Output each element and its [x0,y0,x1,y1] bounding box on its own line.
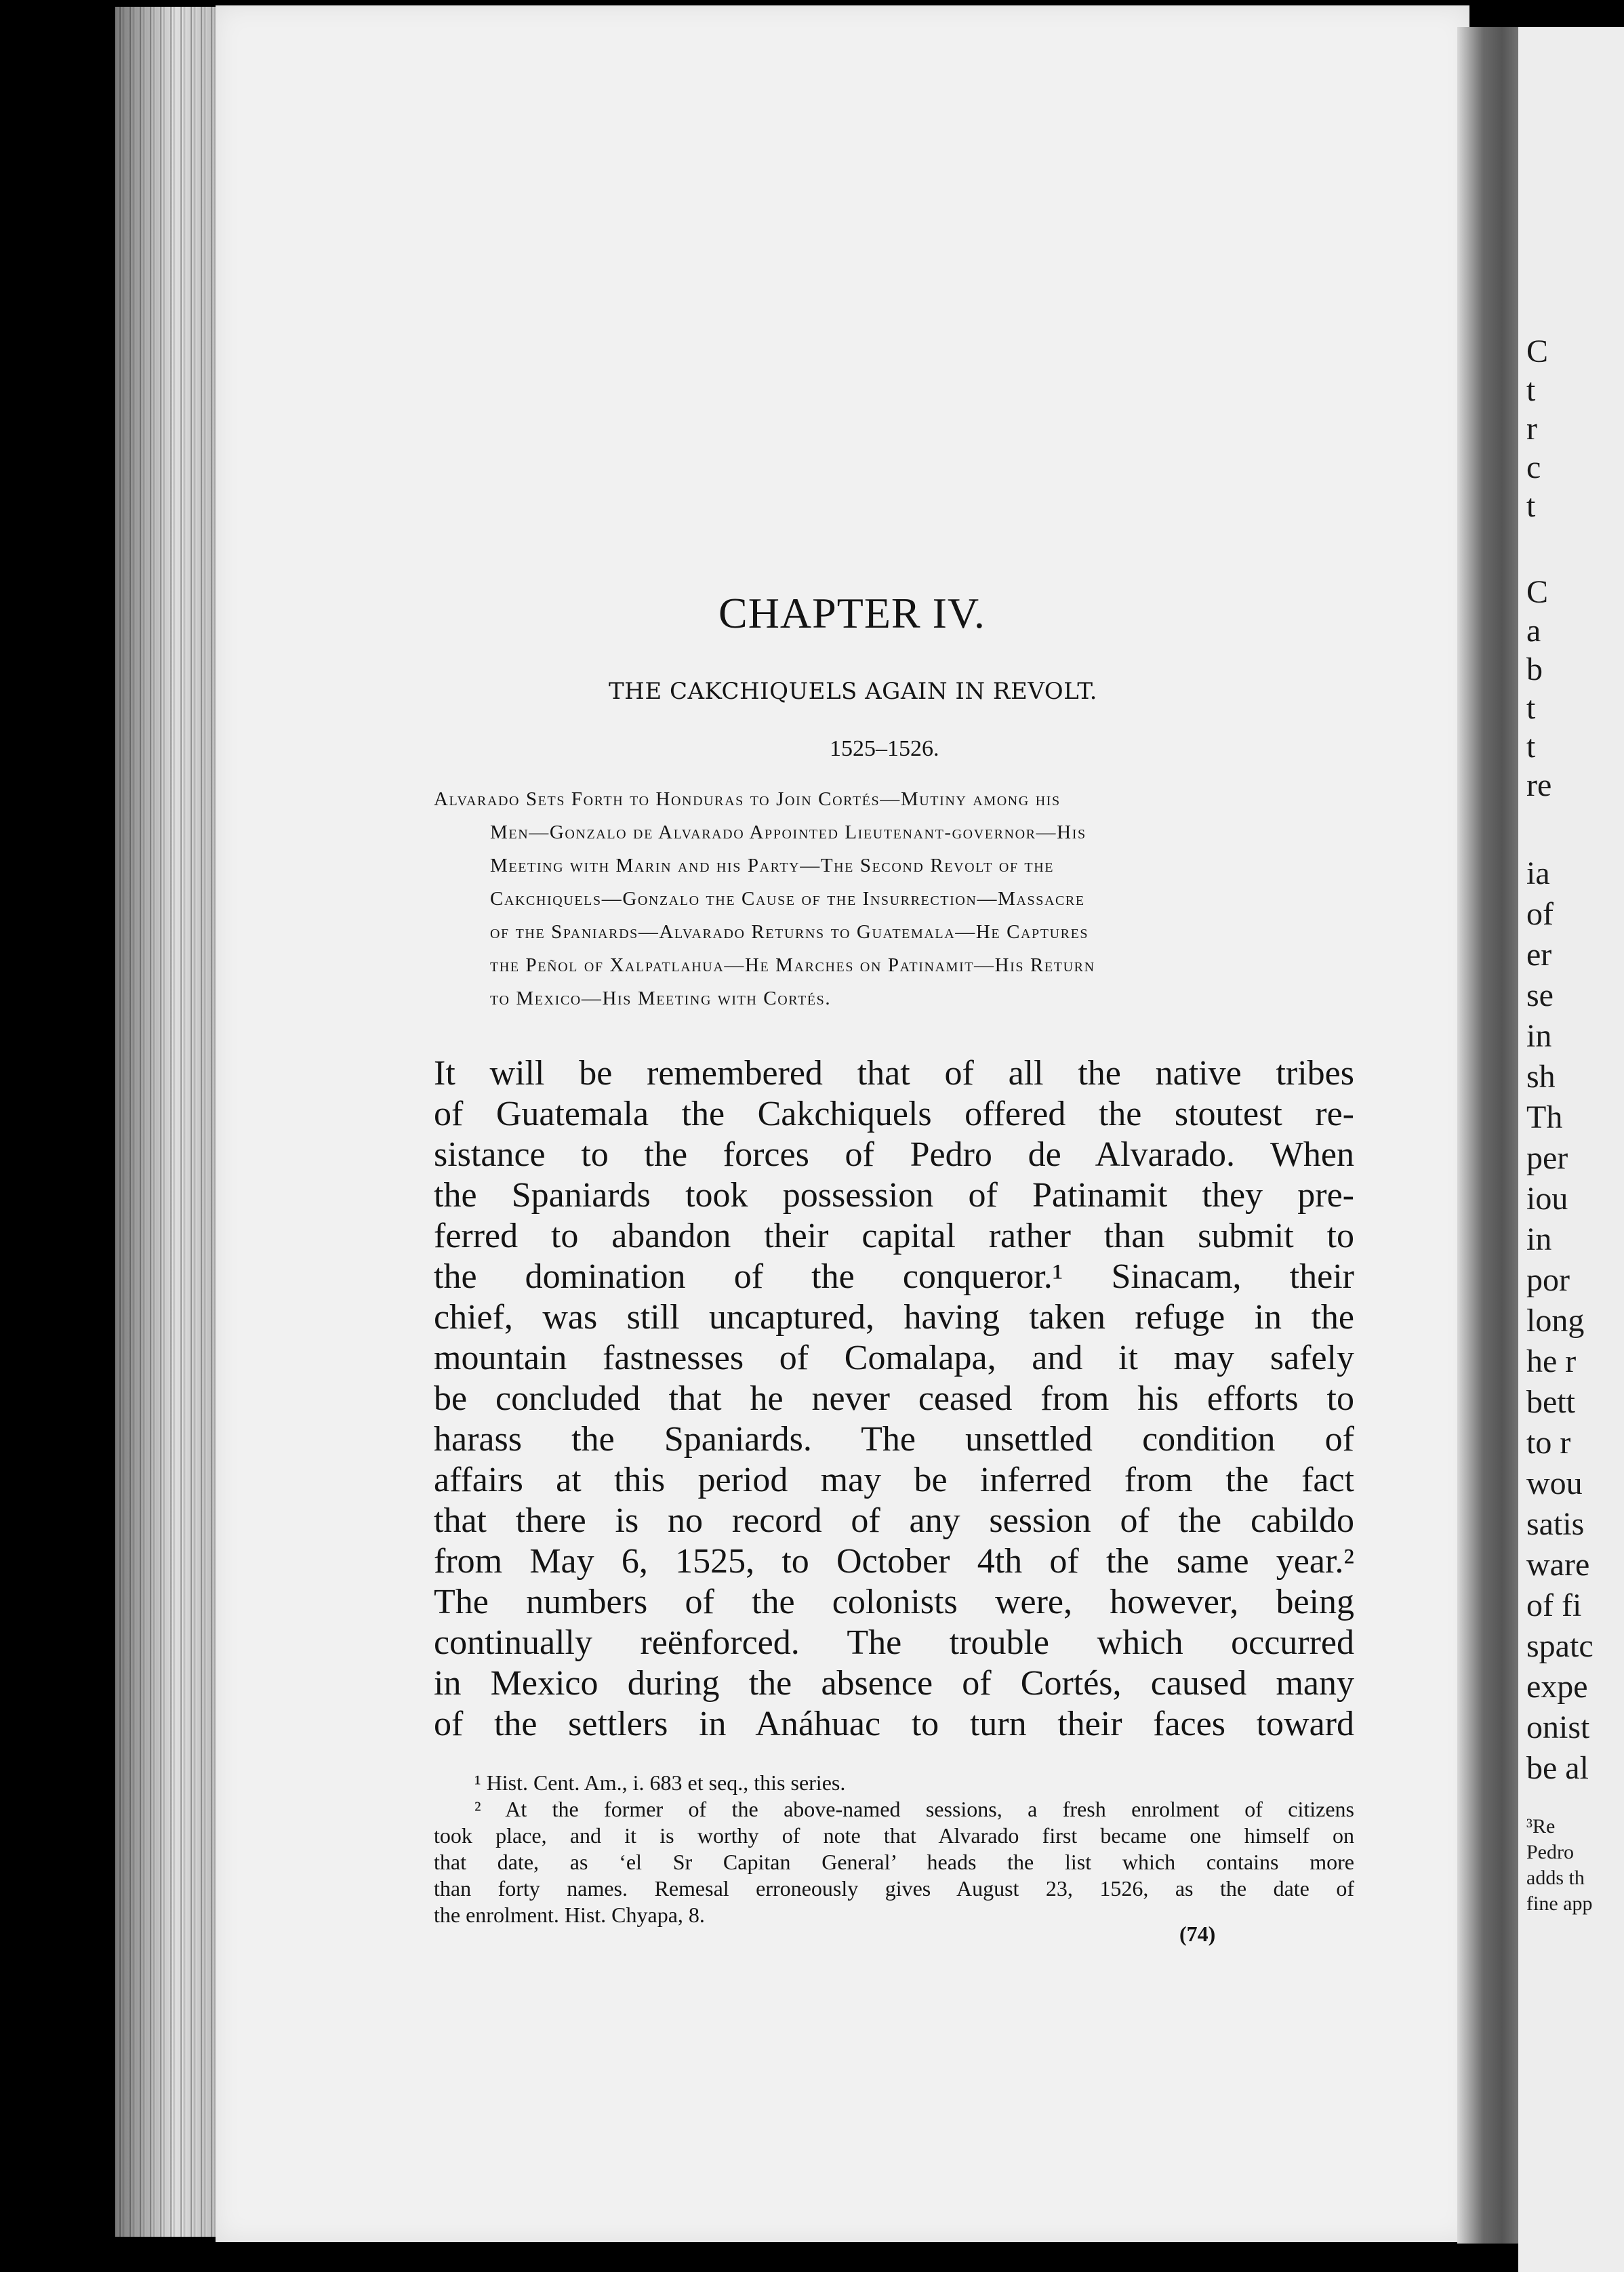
footnote-line: took place, and it is worthy of note that Alvarado first became one himself on [434,1823,1354,1848]
summary-line: of the Spaniards—Alvarado Returns to Guatemala—He Captures [490,921,1089,943]
body-line: It will be remembered that of all the native tribes [434,1054,1354,1093]
body-line: the Spaniards took possession of Patinamit they pre- [434,1176,1354,1215]
facing-fragment: wou [1526,1465,1583,1501]
facing-fragment: of fi [1526,1587,1582,1623]
facing-fragment: t [1526,729,1536,765]
body-line: mountain fastnesses of Comalapa, and it may safely [434,1339,1354,1377]
body-line: that there is no record of any session of the cabildo [434,1501,1354,1540]
facing-fragment: per [1526,1140,1568,1176]
footnote-line: the enrolment. Hist. Chyapa, 8. [434,1903,705,1927]
facing-fragment: ware [1526,1547,1590,1583]
body-line: ferred to abandon their capital rather than submit to [434,1217,1354,1255]
facing-fragment: expe [1526,1669,1588,1705]
summary-line: Men—Gonzalo de Alvarado Appointed Lieutenant-governor—His [490,821,1087,843]
page-number: (74) [1179,1922,1216,1946]
body-line: from May 6, 1525, to October 4th of the same year.² [434,1542,1354,1581]
facing-fragment: c [1526,449,1541,485]
facing-fragment: t [1526,372,1536,408]
footnote-line: ² At the former of the above-named sessions, a fresh enrolment of citizens [474,1797,1354,1821]
facing-footnote-fragment: adds th [1526,1867,1585,1889]
body-line: sistance to the forces of Pedro de Alvarado. When [434,1135,1354,1174]
facing-fragment: r [1526,411,1537,447]
body-line: of the settlers in Anáhuac to turn their faces toward [434,1705,1354,1743]
footnote-line: ¹ Hist. Cent. Am., i. 683 et seq., this series. [474,1770,846,1795]
facing-footnote-fragment: Pedro [1526,1841,1574,1863]
facing-fragment: ia [1526,855,1550,891]
facing-fragment: C [1526,574,1549,610]
body-line: chief, was still uncaptured, having taken refuge in the [434,1298,1354,1337]
facing-fragment: t [1526,488,1536,524]
facing-fragment: in [1526,1018,1552,1054]
facing-fragment: iou [1526,1181,1568,1217]
summary-line: Meeting with Marin and his Party—The Second Revolt of the [490,855,1055,876]
summary-line: Alvarado Sets Forth to Honduras to Join Cortés—Mutiny among his [434,788,1061,810]
facing-fragment: long [1526,1303,1585,1339]
facing-fragment: t [1526,690,1536,726]
facing-fragment: por [1526,1262,1570,1298]
facing-footnote-fragment: fine app [1526,1892,1593,1915]
facing-fragment: sh [1526,1059,1556,1095]
footnote-line: that date, as ‘el Sr Capitan General’ heads the list which contains more [434,1850,1354,1874]
chapter-subtitle: THE CAKCHIQUELS AGAIN IN REVOLT. [609,678,1097,705]
facing-fragment: of [1526,896,1554,932]
summary-line: to Mexico—His Meeting with Cortés. [490,988,832,1009]
facing-fragment: se [1526,977,1554,1013]
facing-footnote-fragment: ³Re [1526,1815,1556,1838]
facing-fragment: a [1526,613,1541,649]
chapter-title: CHAPTER IV. [718,589,986,637]
body-line: in Mexico during the absence of Cortés, caused many [434,1664,1354,1703]
body-line: the domination of the conqueror.¹ Sinacam, their [434,1257,1354,1296]
facing-page [1518,27,1624,2272]
footnote-line: than forty names. Remesal erroneously gives August 23, 1526, as the date of [434,1876,1354,1901]
body-line: harass the Spaniards. The unsettled condition of [434,1420,1354,1459]
facing-fragment: b [1526,651,1543,687]
summary-line: the Peñol of Xalpatlahua—He Marches on Patinamit—His Return [490,954,1095,976]
page-edge-shadow [115,7,217,2237]
facing-fragment: er [1526,937,1552,973]
chapter-dates: 1525–1526. [830,736,939,761]
facing-fragment: in [1526,1221,1552,1257]
facing-fragment: he r [1526,1343,1577,1379]
body-line: of Guatemala the Cakchiquels offered the stoutest re- [434,1095,1354,1133]
facing-fragment: Th [1526,1099,1563,1135]
facing-fragment: spatc [1526,1628,1593,1664]
facing-fragment: bett [1526,1384,1575,1420]
body-line: The numbers of the colonists were, however, being [434,1583,1354,1621]
body-line: be concluded that he never ceased from his efforts to [434,1379,1354,1418]
facing-fragment: be al [1526,1750,1589,1786]
facing-fragment: to r [1526,1425,1571,1461]
summary-line: Cakchiquels—Gonzalo the Cause of the Insurrection—Massacre [490,888,1085,910]
facing-fragment: satis [1526,1506,1585,1542]
body-line: affairs at this period may be inferred from the fact [434,1461,1354,1499]
facing-fragment: onist [1526,1709,1590,1745]
facing-fragment: re [1526,767,1552,803]
facing-fragment: C [1526,333,1549,369]
body-line: continually reënforced. The trouble which occurred [434,1623,1354,1662]
